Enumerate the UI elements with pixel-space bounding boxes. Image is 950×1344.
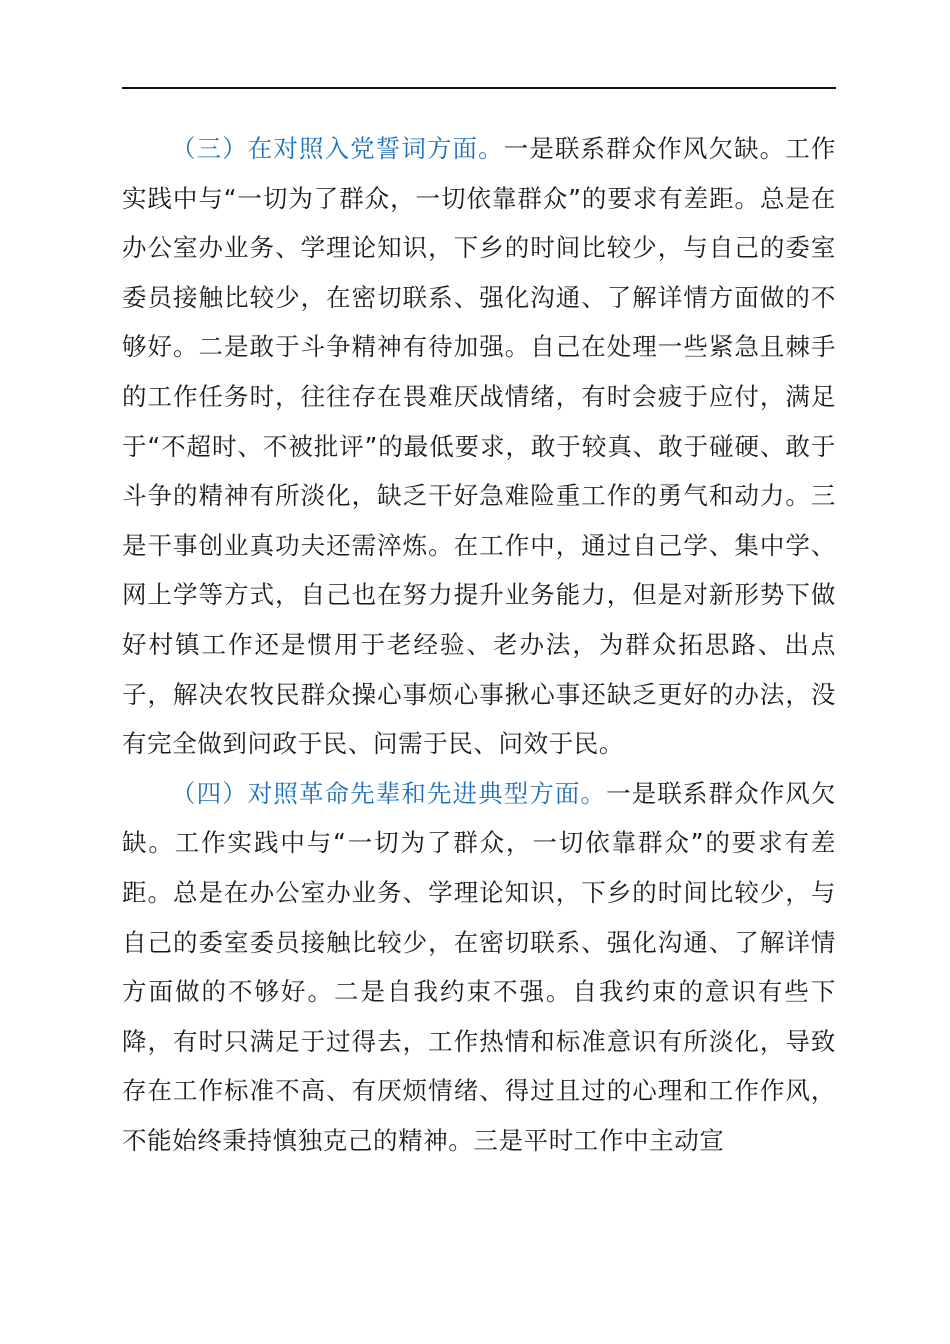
header-rule	[122, 87, 836, 89]
document-body	[122, 124, 836, 1165]
paragraph-section-three	[122, 124, 836, 769]
paragraph-text: 一是联系群众作风欠缺。工作实践中与“一切为了群众，一切依靠群众”的要求有差距。总是在办公室办业务、学理论知识，下乡的时间比较少，与自己的委室委员接触比较少，在密切联系、强化沟通、了解详情方面做的不够好。二是敢于斗争精神有待加强。自己在处理一些紧急且棘手的工作任务时，往往存在畏难厌战情绪，有时会疲于应付，满足于“不超时、不被批评”的最低要求，敢于较真、敢于碰硬、敢于斗争的精神有所淡化，缺乏干好急难险重工作的勇气和动力。三是干事创业真功夫还需淬炼。在工作中，通过自己学、集中学、网上学等方式，自己也在努力提升业务能力，但是对新形势下做好村镇工作还是惯用于老经验、老办法，为群众拓思路、出点子，解决农牧民群众操心事烦心事揪心事还缺乏更好的办法，没有完全做到问政于民、问需于民、问效于民。	[122, 134, 836, 759]
section-heading: （四）对照革命先辈和先进典型方面。	[171, 778, 607, 808]
paragraph-text: 一是联系群众作风欠缺。工作实践中与“一切为了群众，一切依靠群众”的要求有差距。总是在办公室办业务、学理论知识，下乡的时间比较少，与自己的委室委员接触比较少，在密切联系、强化沟通、了解详情方面做的不够好。二是自我约束不强。自我约束的意识有些下降，有时只满足于过得去，工作热情和标准意识有所淡化，导致存在工作标准不高、有厌烦情绪、得过且过的心理和工作作风，不能始终秉持慎独克己的精神。三是平时工作中主动宣	[122, 778, 836, 1155]
paragraph-section-four	[122, 769, 836, 1166]
section-heading: （三）在对照入党誓词方面。	[171, 134, 504, 163]
